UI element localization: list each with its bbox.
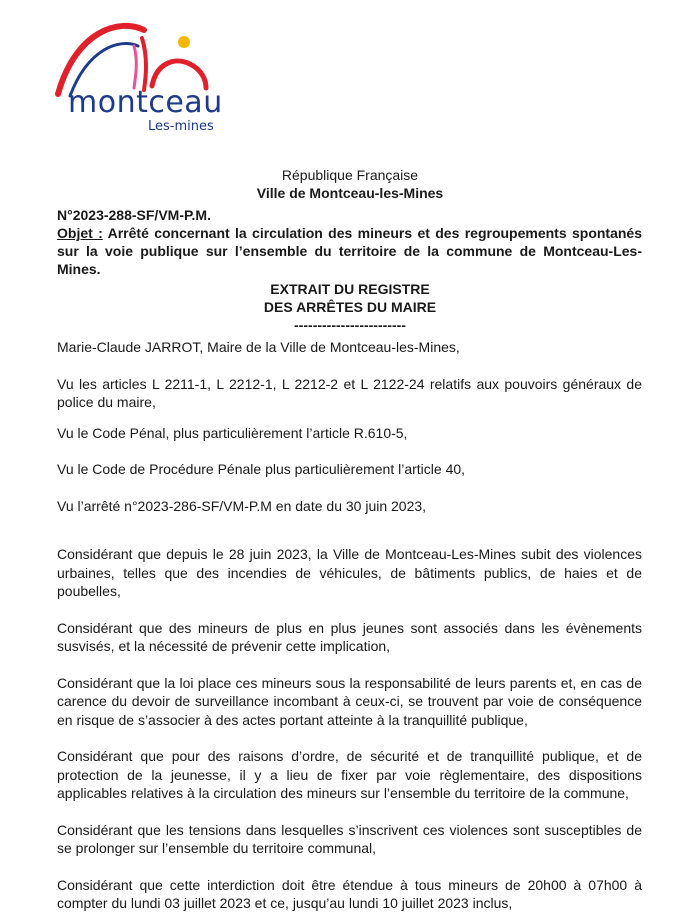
decree-body	[57, 338, 642, 913]
city-logo	[40, 12, 230, 137]
document-header	[0, 166, 700, 202]
subject-label: Objet :	[57, 225, 103, 241]
logo-name: montceau	[68, 85, 223, 120]
paragraph-vu-arrete: Vu l’arrêté n°2023-286-SF/VM-P.M en date du 30 juin 2023,	[57, 497, 427, 514]
paragraph-considerant-ordre: Considérant que pour des raisons d’ordre, de sécurité et de tranquillité publique, et de protection de la jeunesse, il y a lieu de fixer par voie règlementaire, des dispositions applicables relatives à la circulation des mineurs sur l’ensemble du territoire de la commune,	[57, 748, 642, 801]
paragraph-considerant-loi: Considérant que la loi place ces mineurs sous la responsabilité de leurs parents et, en cas de carence du devoir de surveillance incombant à ceux-ci, se trouvent par voie de conséquence en risque de s’associer à des actes portant atteinte à la tranquillité publique,	[57, 674, 642, 728]
paragraph-considerant-violences: Considérant que depuis le 28 juin 2023, la Ville de Montceau-Les-Mines subit des violences urbaines, telles que des incendies de véhicules, de bâtiments publics, de haies et de poubelles,	[57, 546, 642, 599]
logo-subname: Les-mines	[148, 119, 214, 134]
paragraph-vu-code-penal: Vu le Code Pénal, plus particulièrement l’article R.610-5,	[57, 424, 408, 441]
city-name: Ville de Montceau-les-Mines	[256, 185, 444, 201]
paragraph-vu-articles: Vu les articles L 2211-1, L 2212-1, L 2212-2 et L 2122-24 relatifs aux pouvoirs généraux de police du maire,	[57, 375, 642, 410]
extract-separator: ------------------------	[294, 317, 406, 333]
paragraph-vu-procedure-penale: Vu le Code de Procédure Pénale plus particulièrement l’article 40,	[57, 461, 466, 477]
republic-label: République Française	[281, 167, 419, 183]
paragraph-considerant-interdiction: Considérant que cette interdiction doit être étendue à tous mineurs de 20h00 à 07h00 à compter du lundi 03 juillet 2023 et ce, jusqu’au lundi 10 juillet 2023 inclus,	[57, 876, 642, 911]
extract-title-line1: EXTRAIT DU REGISTRE	[270, 281, 430, 297]
paragraph-considerant-tensions: Considérant que les tensions dans lesquelles s’inscrivent ces violences sont susceptibles de se prolonger sur l’ensemble du territoire communal,	[57, 821, 642, 856]
subject-text: Arrêté concernant la circulation des mineurs et des regroupements spontanés sur la voie publique sur l’ensemble du territoire de la commune de Montceau-Les-Mines.	[57, 225, 642, 277]
register-extract-title	[0, 280, 700, 334]
extract-title-line2: DES ARRÊTES DU MAIRE	[263, 299, 437, 315]
decree-reference: N°2023-288-SF/VM-P.M.	[57, 207, 211, 223]
paragraph-considerant-mineurs: Considérant que des mineurs de plus en plus jeunes sont associés dans les évènements susvisés, et la nécessité de prévenir cette implication,	[57, 619, 642, 654]
paragraph-mayor: Marie-Claude JARROT, Maire de la Ville de Montceau-les-Mines,	[57, 339, 460, 355]
decree-subject	[57, 224, 642, 278]
